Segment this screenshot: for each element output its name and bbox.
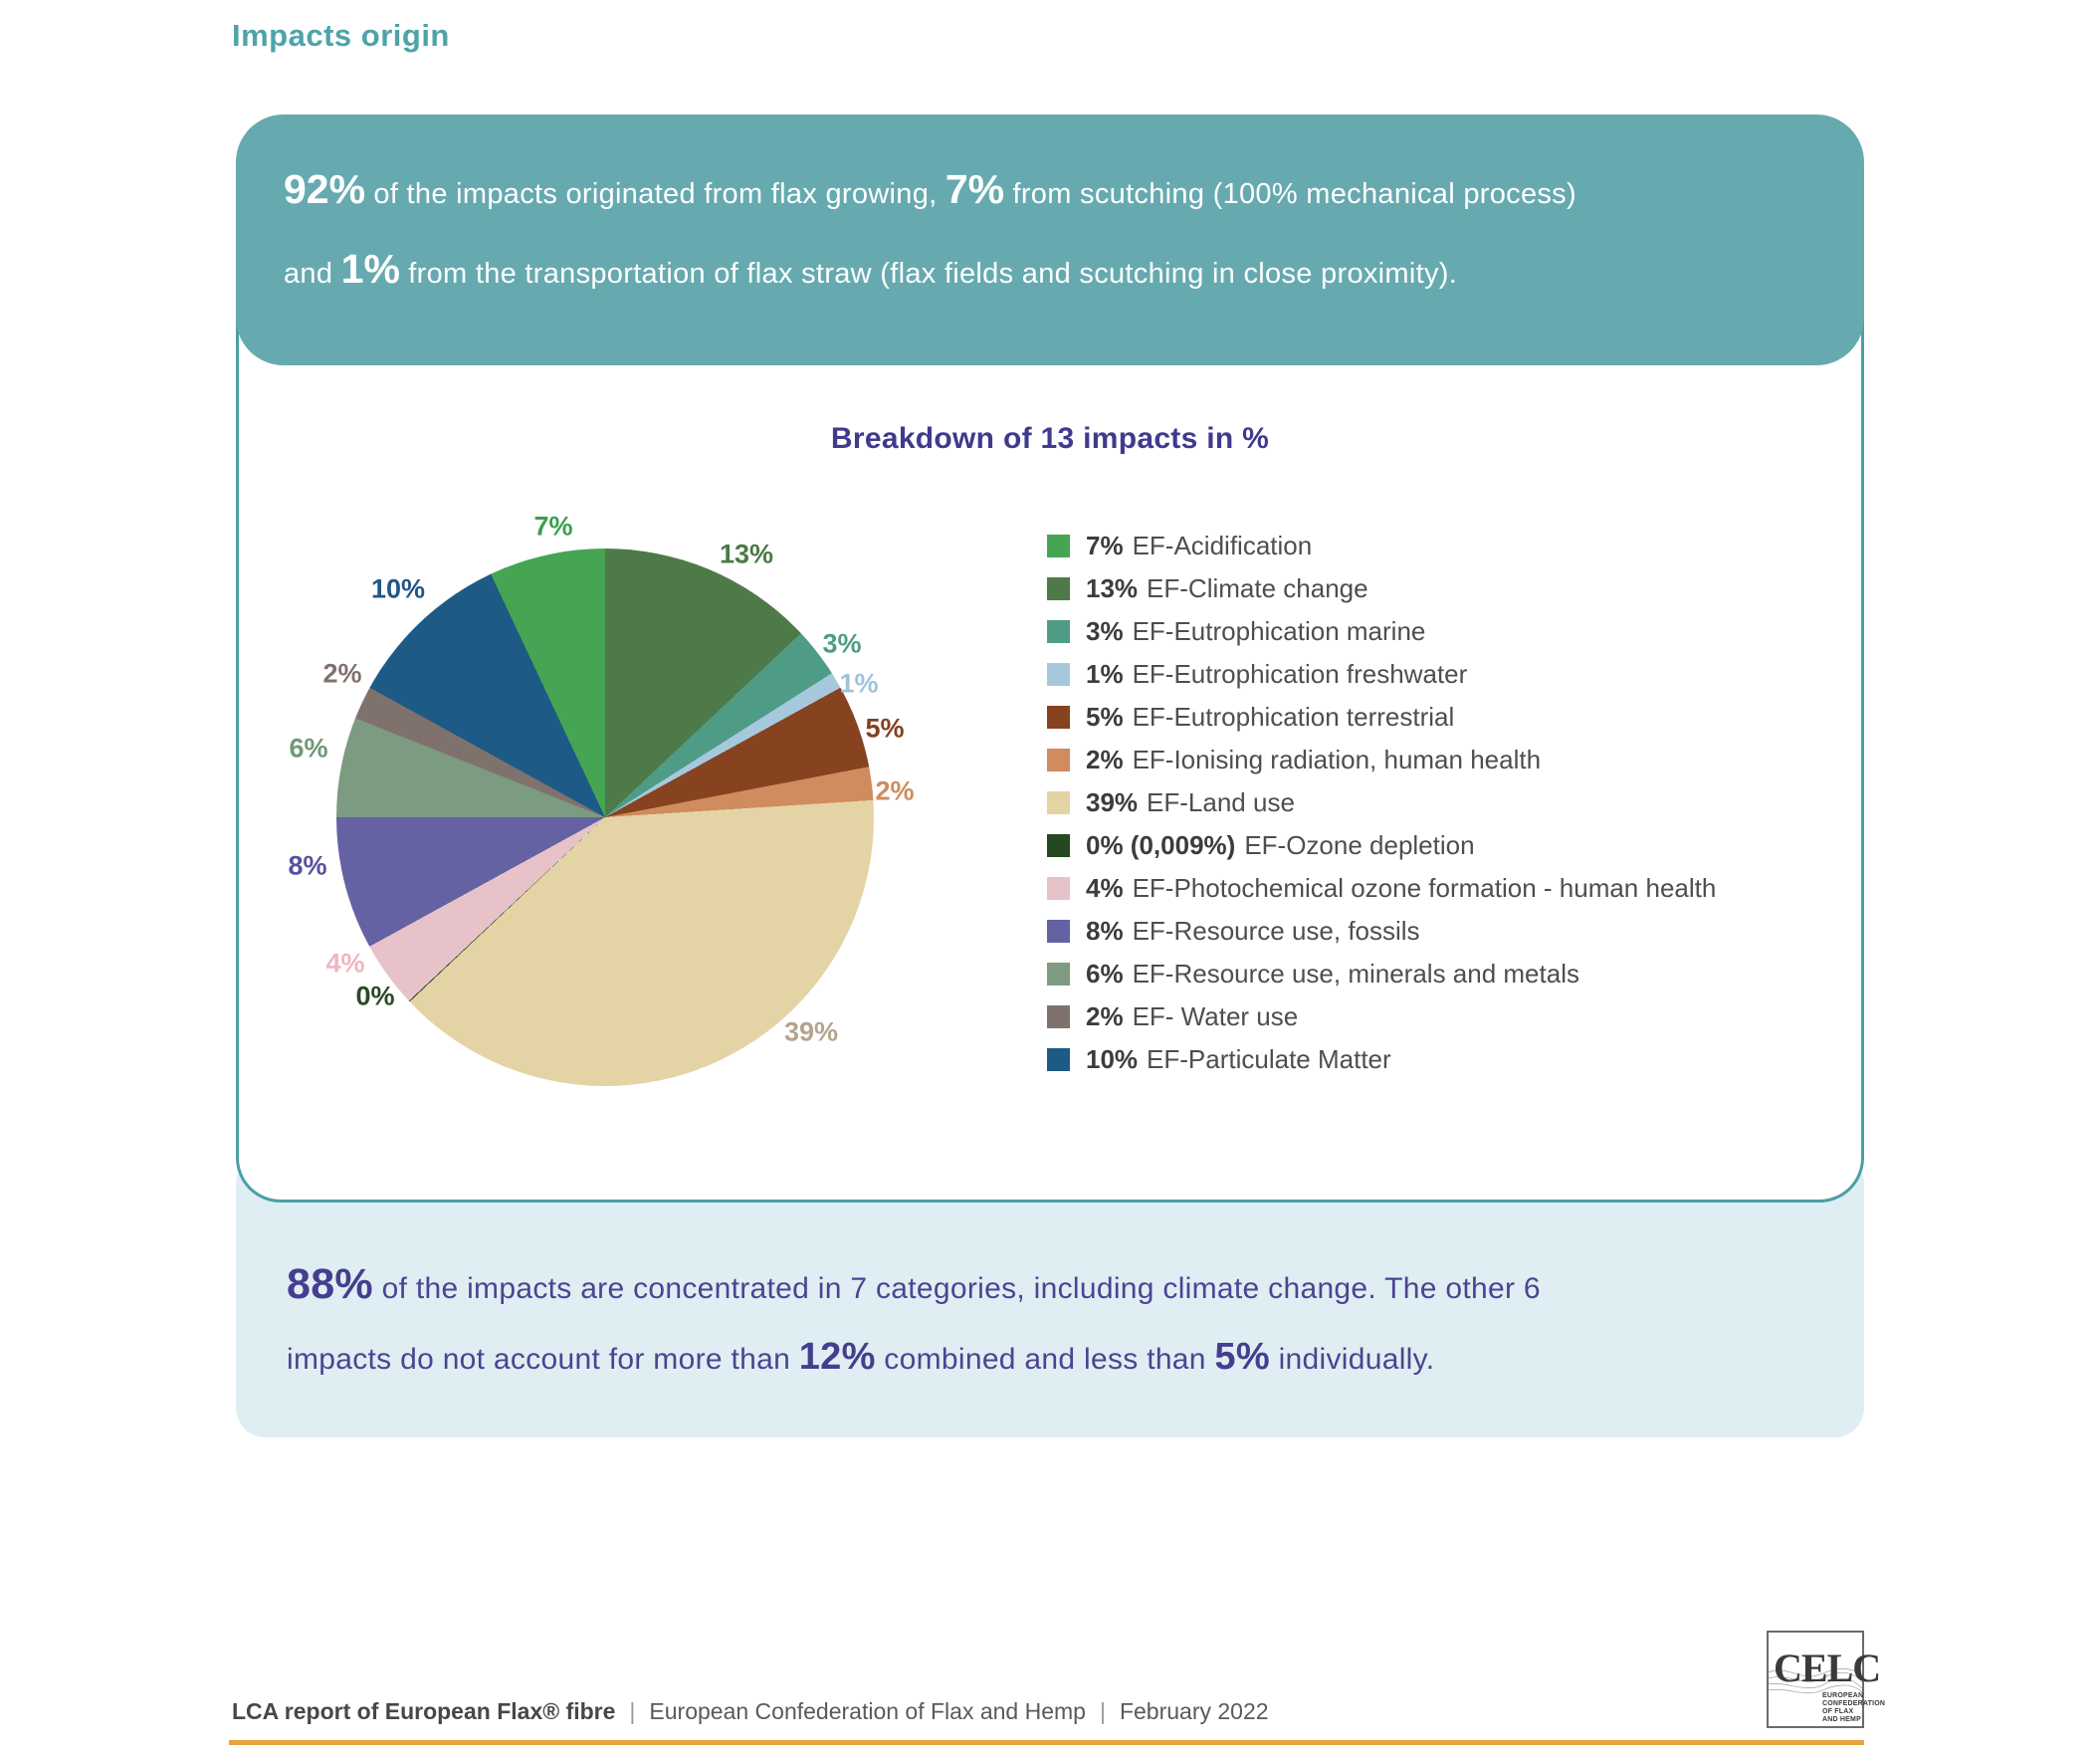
legend-pct: 1% bbox=[1086, 659, 1124, 689]
legend-label: EF-Particulate Matter bbox=[1147, 1044, 1391, 1074]
logo-subtext-line: OF FLAX bbox=[1822, 1708, 1854, 1715]
footer-rule bbox=[229, 1740, 1864, 1745]
legend-swatch bbox=[1047, 834, 1070, 857]
legend-row bbox=[1047, 1044, 1716, 1074]
pie-label-photochemical: 4% bbox=[325, 948, 365, 979]
logo-word: CELC bbox=[1774, 1646, 1881, 1690]
legend-row bbox=[1047, 531, 1716, 560]
legend-row bbox=[1047, 616, 1716, 646]
legend-pct: 7% bbox=[1086, 531, 1124, 560]
summary-text: of the impacts are concentrated in 7 categories, including climate change. The other 6 bbox=[372, 1272, 1541, 1305]
legend-swatch bbox=[1047, 920, 1070, 943]
pie-label-terrestrial: 5% bbox=[865, 713, 905, 744]
summary-line-2 bbox=[287, 1336, 1434, 1379]
legend-label: EF-Acidification bbox=[1132, 531, 1313, 560]
legend-label: EF-Eutrophication terrestrial bbox=[1132, 702, 1455, 732]
legend-row bbox=[1047, 745, 1716, 774]
summary-line-1 bbox=[287, 1260, 1541, 1309]
legend-row bbox=[1047, 573, 1716, 603]
pie-label-ionising: 2% bbox=[875, 775, 915, 806]
legend-pct: 2% bbox=[1086, 745, 1124, 774]
pie-label-acidification: 7% bbox=[533, 511, 573, 542]
legend-label: EF-Ozone depletion bbox=[1244, 830, 1475, 860]
legend-label: EF-Resource use, fossils bbox=[1132, 916, 1420, 946]
pie-label-particulate: 10% bbox=[370, 573, 426, 604]
legend-pct: 2% bbox=[1086, 1001, 1124, 1031]
legend-label: EF- Water use bbox=[1132, 1001, 1299, 1031]
legend-label: EF-Photochemical ozone formation - human health bbox=[1132, 873, 1717, 903]
logo-subtext bbox=[1822, 1692, 1885, 1724]
legend-swatch bbox=[1047, 706, 1070, 729]
stat-5: 5% bbox=[1214, 1336, 1270, 1378]
summary-text: combined and less than bbox=[875, 1343, 1215, 1376]
legend-label: EF-Land use bbox=[1147, 787, 1295, 817]
logo-subtext-line: AND HEMP bbox=[1822, 1716, 1861, 1723]
footer-separator: | bbox=[1099, 1698, 1106, 1724]
pie-chart bbox=[336, 549, 874, 1086]
legend-pct: 0% (0,009%) bbox=[1086, 830, 1236, 860]
legend-pct: 5% bbox=[1086, 702, 1124, 732]
legend-label: EF-Climate change bbox=[1147, 573, 1368, 603]
legend-swatch bbox=[1047, 620, 1070, 643]
legend-swatch bbox=[1047, 749, 1070, 771]
highlight-box bbox=[236, 114, 1864, 365]
legend-row bbox=[1047, 959, 1716, 988]
legend-row bbox=[1047, 916, 1716, 946]
logo-subtext-line: CONFEDERATION bbox=[1822, 1700, 1886, 1707]
legend-pct: 13% bbox=[1086, 573, 1139, 603]
legend-swatch bbox=[1047, 663, 1070, 686]
legend-row bbox=[1047, 702, 1716, 732]
logo-subtext-line: EUROPEAN bbox=[1822, 1692, 1864, 1699]
stat-88: 88% bbox=[287, 1260, 373, 1308]
stat-7: 7% bbox=[945, 166, 1005, 212]
pie-label-freshwater: 1% bbox=[839, 668, 879, 699]
pie-label-ozone: 0% bbox=[355, 981, 395, 1011]
page-title: Impacts origin bbox=[232, 18, 450, 53]
legend-pct: 10% bbox=[1086, 1044, 1139, 1074]
highlight-text: from the transportation of flax straw (flax fields and scutching in close proximity). bbox=[399, 258, 1458, 290]
stat-1: 1% bbox=[340, 246, 400, 292]
legend-swatch bbox=[1047, 1048, 1070, 1071]
celc-logo bbox=[1767, 1631, 1886, 1728]
footer-date: February 2022 bbox=[1119, 1698, 1269, 1724]
footer-report-title: LCA report of European Flax® fibre bbox=[232, 1698, 616, 1724]
legend-swatch bbox=[1047, 877, 1070, 900]
pie-label-marine: 3% bbox=[822, 628, 862, 659]
highlight-text: of the impacts originated from flax growing, bbox=[365, 178, 945, 210]
pie-label-landuse: 39% bbox=[783, 1016, 839, 1047]
legend-swatch bbox=[1047, 535, 1070, 557]
highlight-line-2 bbox=[284, 246, 1457, 293]
stat-92: 92% bbox=[284, 166, 366, 212]
legend-pct: 4% bbox=[1086, 873, 1124, 903]
legend-row bbox=[1047, 830, 1716, 860]
legend-pct: 6% bbox=[1086, 959, 1124, 988]
pie-label-minerals: 6% bbox=[289, 733, 328, 764]
pie-label-climate: 13% bbox=[719, 539, 774, 569]
legend-pct: 8% bbox=[1086, 916, 1124, 946]
legend-row bbox=[1047, 787, 1716, 817]
legend-label: EF-Ionising radiation, human health bbox=[1132, 745, 1542, 774]
stat-12: 12% bbox=[798, 1336, 876, 1378]
footer bbox=[232, 1698, 1269, 1725]
pie-label-fossils: 8% bbox=[288, 850, 327, 881]
legend-pct: 39% bbox=[1086, 787, 1139, 817]
highlight-text: from scutching (100% mechanical process) bbox=[1004, 178, 1576, 210]
legend-label: EF-Resource use, minerals and metals bbox=[1132, 959, 1579, 988]
highlight-text: and bbox=[284, 258, 341, 290]
footer-separator: | bbox=[629, 1698, 636, 1724]
legend-swatch bbox=[1047, 963, 1070, 986]
chart-legend bbox=[1047, 531, 1717, 1091]
legend-row bbox=[1047, 1001, 1716, 1031]
legend-swatch bbox=[1047, 1005, 1070, 1028]
legend-pct: 3% bbox=[1086, 616, 1124, 646]
legend-row bbox=[1047, 873, 1717, 903]
legend-swatch bbox=[1047, 577, 1070, 600]
legend-row bbox=[1047, 659, 1716, 689]
legend-label: EF-Eutrophication freshwater bbox=[1132, 659, 1468, 689]
pie-label-water: 2% bbox=[322, 658, 362, 689]
legend-swatch bbox=[1047, 791, 1070, 814]
chart-title: Breakdown of 13 impacts in % bbox=[830, 422, 1270, 455]
footer-org: European Confederation of Flax and Hemp bbox=[649, 1698, 1086, 1724]
highlight-line-1 bbox=[284, 166, 1576, 213]
summary-text: impacts do not account for more than bbox=[287, 1343, 799, 1376]
legend-label: EF-Eutrophication marine bbox=[1132, 616, 1426, 646]
summary-text: individually. bbox=[1269, 1343, 1435, 1376]
